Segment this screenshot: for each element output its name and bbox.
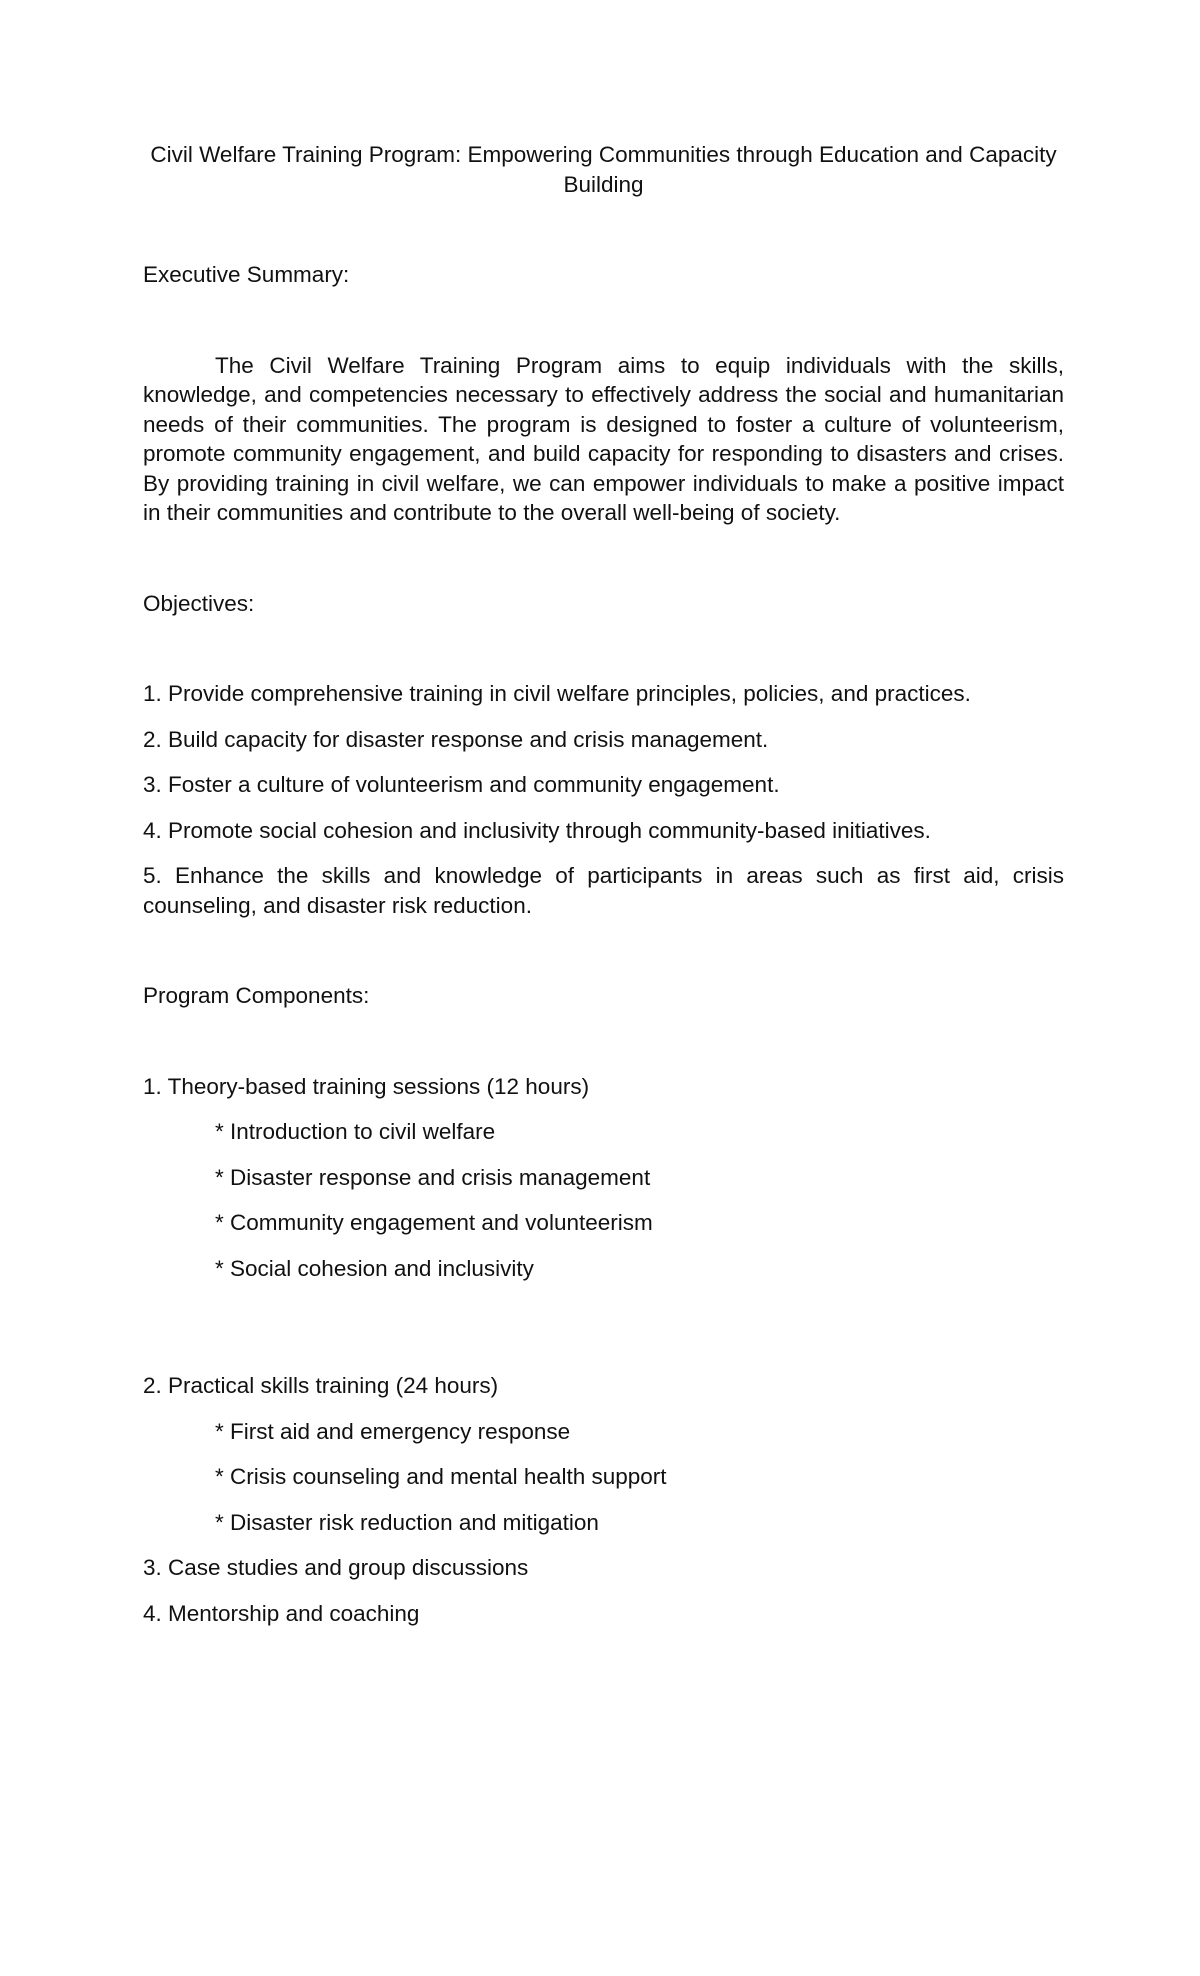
- spacer: [143, 920, 1064, 981]
- objective-item-2: 2. Build capacity for disaster response and crisis management.: [143, 726, 769, 752]
- component-2-title: 2. Practical skills training (24 hours): [143, 1373, 499, 1398]
- component-1-subitem-4: * Social cohesion and inclusivity: [215, 1255, 534, 1281]
- program-components-heading: Program Components:: [143, 983, 370, 1008]
- document-title: Civil Welfare Training Program: Empowering Communities through Education and Capacity Building: [150, 142, 1057, 197]
- objectives-list: [143, 679, 1064, 920]
- component-2-subitem-1: * First aid and emergency response: [215, 1418, 571, 1444]
- executive-summary-heading: Executive Summary:: [143, 262, 350, 287]
- objective-item-3: 3. Foster a culture of volunteerism and community engagement.: [143, 772, 780, 797]
- component-2-list: [143, 1371, 1064, 1628]
- objective-item-1: 1. Provide comprehensive training in civil welfare principles, policies, and practices.: [143, 681, 971, 706]
- component-2-subitem-2: * Crisis counseling and mental health support: [215, 1464, 667, 1489]
- component-4-title: 4. Mentorship and coaching: [143, 1600, 420, 1626]
- component-1-list: [143, 1072, 1064, 1284]
- objectives-heading: Objectives:: [143, 590, 255, 616]
- spacer: [143, 618, 1064, 679]
- spacer: [143, 199, 1064, 260]
- objective-item-5: 5. Enhance the skills and knowledge of participants in areas such as first aid, crisis counseling, and disaster risk reduction.: [143, 863, 1064, 918]
- executive-summary-text: The Civil Welfare Training Program aims to equip individuals with the skills, knowledge, and competencies necessary to effectively address the social and humanitarian needs of their communities. The program is designed to foster a culture of volunteerism, promote community engagement, and build capacity for responding to disasters and crises. By providing training in civil welfare, we can empower individuals to make a positive impact in their communities and contribute to the overall well-being of society.: [143, 352, 1064, 525]
- document-body: [143, 140, 1064, 1628]
- component-1-title: 1. Theory-based training sessions (12 hours): [143, 1073, 590, 1099]
- spacer: [143, 290, 1064, 351]
- spacer: [143, 1283, 1064, 1371]
- component-1-subitem-3: * Community engagement and volunteerism: [215, 1210, 653, 1235]
- component-3-title: 3. Case studies and group discussions: [143, 1555, 529, 1580]
- component-2-subitem-3: * Disaster risk reduction and mitigation: [215, 1509, 599, 1535]
- component-1-subitem-2: * Disaster response and crisis management: [215, 1164, 651, 1190]
- objective-item-4: 4. Promote social cohesion and inclusivity through community-based initiatives.: [143, 817, 931, 843]
- spacer: [143, 1011, 1064, 1072]
- component-1-subitem-1: * Introduction to civil welfare: [215, 1119, 496, 1144]
- spacer: [143, 528, 1064, 589]
